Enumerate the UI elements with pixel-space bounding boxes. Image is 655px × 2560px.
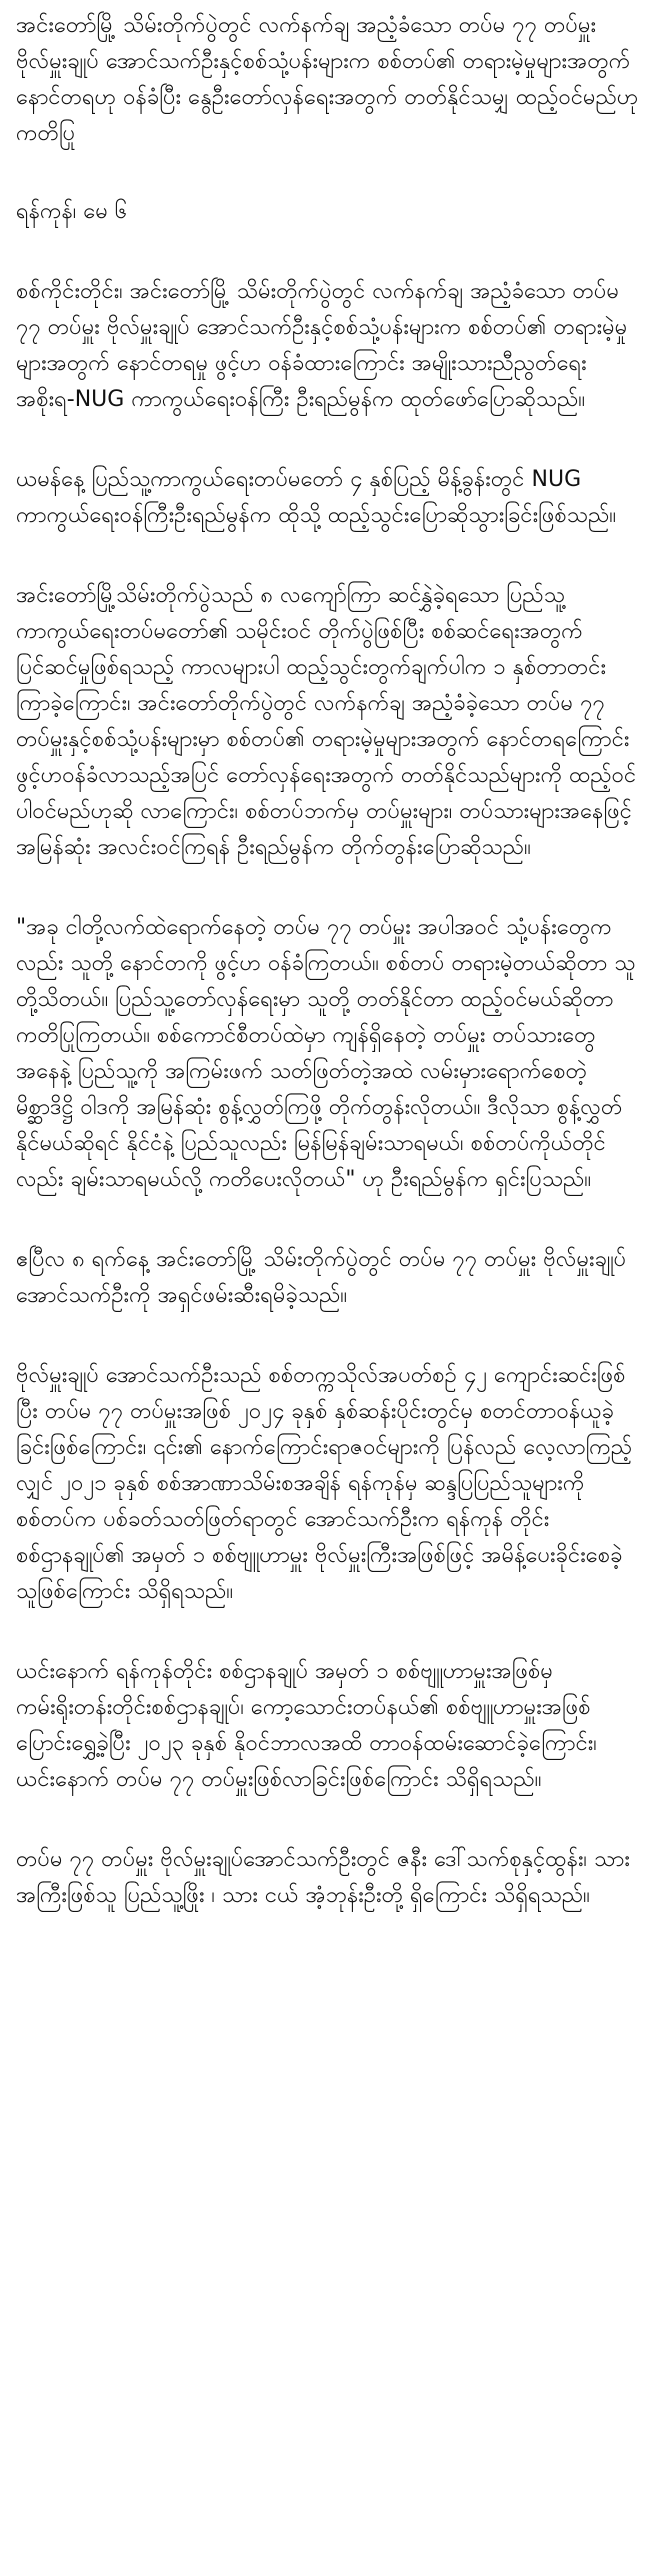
- article-paragraph-2: ယမန်နေ့ ပြည်သူ့ကာကွယ်ရေးတပ်မတော် ၄ နှစ်ပြည့် မိန့်ခွန်းတွင် NUG ကာကွယ်ရေးဝန်ကြီးဦးရည်မွန်က ထိုသို့ ထည့်သွင်းပြောဆိုသွားခြင်းဖြစ်သည်။: [16, 467, 616, 528]
- article-paragraph-6: ဗိုလ်မှူးချုပ် အောင်သက်ဦးသည် စစ်တက္ကသိုလ်အပတ်စဉ် ၄၂ ကျောင်းဆင်းဖြစ်ပြီး တပ်မ ၇၇ တပ်မှူးအဖြစ် ၂၀၂၄ ခုနှစ် နှစ်ဆန်းပိုင်းတွင်မှ စတင်တာဝန်ယူခဲ့ခြင်းဖြစ်ကြောင်း၊ ၎င်း၏ နောက်ကြောင်းရာဇဝင်များကို ပြန်လည် လေ့လာကြည့်လျှင် ၂၀၂၁ ခုနှစ် စစ်အာဏာသိမ်းစအချိန် ရန်ကုန်မှ ဆန္ဒပြပြည်သူများကို စစ်တပ်က ပစ်ခတ်သတ်ဖြတ်ရာတွင် အောင်သက်ဦးက ရန်ကုန် တိုင်းစစ်ဌာနချုပ်၏ အမှတ် ၁ စစ်ဗျူဟာမှူး ဗိုလ်မှူးကြီးအဖြစ်ဖြင့် အမိန့်ပေးခိုင်းစေခဲ့သူဖြစ်ကြောင်း သိရှိရသည်။: [16, 1363, 633, 1604]
- article-paragraph-4-quote: "အခု ငါတို့လက်ထဲရောက်နေတဲ့ တပ်မ ၇၇ တပ်မှူး အပါအဝင် သုံ့ပန်းတွေကလည်း သူတို့ နောင်တကို ဖွင့်ဟ ဝန်ခံကြတယ်။ စစ်တပ် တရားမဲ့တယ်ဆိုတာ သူတို့သိတယ်။ ပြည်သူ့တော်လှန်ရေးမှာ သူတို့ တတ်နိုင်တာ ထည့်ဝင်မယ်ဆိုတာ ကတိပြုကြတယ်။ စစ်ကောင်စီတပ်ထဲမှာ ကျန်ရှိနေတဲ့ တပ်မှူး တပ်သားတွေအနေနဲ့ ပြည်သူ့ကို အကြမ်းဖက် သတ်ဖြတ်တဲ့အထဲ လမ်းမှားရောက်စေတဲ့ မိစ္ဆာဒိဋ္ဌိ ဝါဒကို အမြန်ဆုံး စွန့်လွှတ်ကြဖို့ တိုက်တွန်းလိုတယ်။ ဒီလိုသာ စွန့်လွှတ်နိုင်မယ်ဆိုရင် နိုင်ငံနဲ့ ပြည်သူလည်း မြန်မြန်ချမ်းသာရမယ်၊ စစ်တပ်ကိုယ်တိုင်လည်း ချမ်းသာရမယ်လို့ ကတိပေးလိုတယ်" ဟု ဦးရည်မွန်က ရှင်းပြသည်။: [16, 915, 636, 1192]
- article-headline: အင်းတော်မြို့ သိမ်းတိုက်ပွဲတွင် လက်နက်ချ အညံ့ခံသော တပ်မ ၇၇ တပ်မှူး ဗိုလ်မှူးချုပ် အောင်သက်ဦးနှင့်စစ်သုံ့ပန်းများက စစ်တပ်၏ တရားမဲ့မှုများအတွက် နောင်တရဟု ဝန်ခံပြီး နွေဦးတော်လှန်ရေးအတွက် တတ်နိုင်သမျှ ထည့်ဝင်မည်ဟု ကတိပြု: [16, 13, 646, 146]
- article-dateline: ရန်ကုန်၊ မေ ၆: [16, 199, 128, 224]
- article-paragraph-7: ယင်းနောက် ရန်ကုန်တိုင်း စစ်ဌာနချုပ် အမှတ် ၁ စစ်ဗျူဟာမှူးအဖြစ်မှ ကမ်းရိုးတန်းတိုင်းစစ်ဌာနချုပ်၊ ကော့သောင်းတပ်နယ်၏ စစ်ဗျူဟာမှူးအဖြစ် ပြောင်းရွှေ့ခဲ့ပြီး ၂၀၂၃ ခုနှစ် နိုဝင်ဘာလအထိ တာဝန်ထမ်းဆောင်ခဲ့ကြောင်း၊ ယင်းနောက် တပ်မ ၇၇ တပ်မှူးဖြစ်လာခြင်းဖြစ်ကြောင်း သိရှိရသည်။: [16, 1659, 604, 1792]
- article-paragraph-8: တပ်မ ၇၇ တပ်မှူး ဗိုလ်မှူးချုပ်အောင်သက်ဦးတွင် ဇနီး ဒေါ်သက်စုနှင့်ထွန်း၊ သားအကြီးဖြစ်သူ ပြည်သူ့ဖြိုး ၊ သား ငယ် အံ့ဘုန်းဦးတို့ ရှိကြောင်း သိရှိရသည်။: [16, 1847, 630, 1908]
- article: [16, 8, 646, 1958]
- article-paragraph-3: အင်းတော်မြို့သိမ်းတိုက်ပွဲသည် ၈ လကျော်ကြာ ဆင်နွှဲခဲ့ရသော ပြည်သူ့ကာကွယ်ရေးတပ်မတော်၏ သမိုင်းဝင် တိုက်ပွဲဖြစ်ပြီး စစ်ဆင်ရေးအတွက် ပြင်ဆင်မှုဖြစ်ရသည့် ကာလများပါ ထည့်သွင်းတွက်ချက်ပါက ၁ နှစ်တာတင်း ကြာခဲ့ကြောင်း၊ အင်းတော်တိုက်ပွဲတွင် လက်နက်ချ အညံ့ခံခဲ့သော တပ်မ ၇၇ တပ်မှူးနှင့်စစ်သုံ့ပန်းများမှာ စစ်တပ်၏ တရားမဲ့မှုများအတွက် နောင်တရကြောင်း ဖွင့်ဟဝန်ခံလာသည့်အပြင် တော်လှန်ရေးအတွက် တတ်နိုင်သည်များကို ထည့်ဝင်ပါဝင်မည်ဟုဆို လာကြောင်း၊ စစ်တပ်ဘက်မှ တပ်မှူးများ၊ တပ်သားများအနေဖြင့် အမြန်ဆုံး အလင်းဝင်ကြရန် ဦးရည်မွန်က တိုက်တွန်းပြောဆိုသည်။: [16, 583, 639, 860]
- article-paragraph-5: ဧပြီလ ၈ ရက်နေ့ အင်းတော်မြို့ သိမ်းတိုက်ပွဲတွင် တပ်မ ၇၇ တပ်မှူး ဗိုလ်မှူးချုပ် အောင်သက်ဦးကို အရှင်ဖမ်းဆီးရမိခဲ့သည်။: [16, 1247, 634, 1308]
- article-paragraph-1: စစ်ကိုင်းတိုင်း၊ အင်းတော်မြို့ သိမ်းတိုက်ပွဲတွင် လက်နက်ချ အညံ့ခံသော တပ်မ ၇၇ တပ်မှူး ဗိုလ်မှူးချုပ် အောင်သက်ဦးနှင့်စစ်သုံ့ပန်းများက စစ်တပ်၏ တရားမဲ့မှုများအတွက် နောင်တရမှု ဖွင့်ဟ ဝန်ခံထားကြောင်း အမျိုးသားညီညွတ်ရေးအစိုးရ-NUG ကာကွယ်ရေးဝန်ကြီး ဦးရည်မွန်က ထုတ်ဖော်ပြောဆိုသည်။: [16, 279, 628, 412]
